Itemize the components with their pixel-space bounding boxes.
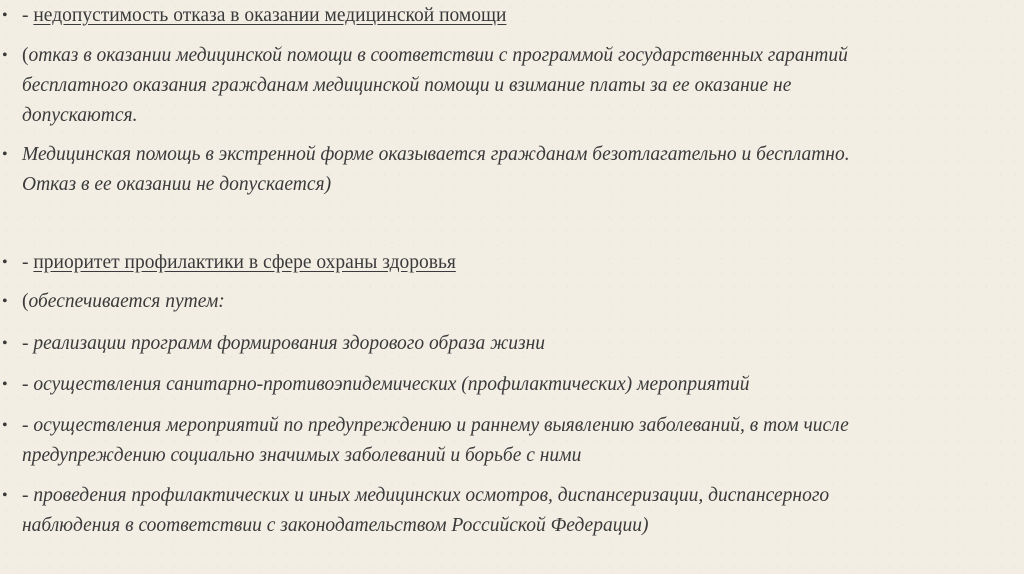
bullet: • [2,487,8,504]
early-detection-text: - осуществления мероприятий по предупреждению и раннему выявлению заболеваний, в том числе предупреждению социально значимых заболеваний и борьбе с ними [22,415,849,466]
bullet: • [2,335,8,352]
heading-prevention: приоритет профилактики в сфере охраны здоровья [33,252,456,273]
bullet: • [2,254,8,271]
bullet: • [2,293,8,310]
medical-examinations-text: - проведения профилактических и иных медицинских осмотров, диспансеризации, диспансерного наблюдения в соответствии с законодательством Российской Федерации) [22,485,830,536]
bullet: • [2,376,8,393]
item-prefix: ( [22,291,29,312]
ensured-by-text: обеспечивается путем: [28,291,225,312]
item-text [22,248,1012,278]
bullet: • [2,47,8,64]
item-text [22,1,1012,31]
heading-nonrefusal: недопустимость отказа в оказании медицинской помощи [33,5,507,26]
item-prefix: - [22,252,34,273]
item-prefix: - [22,5,34,26]
sanitary-measures-text: - осуществления санитарно-противоэпидемических (профилактических) мероприятий [22,374,750,395]
bullet: • [2,7,8,24]
item-prefix: ( [22,45,29,66]
item-text [22,41,1012,131]
emergency-care-text: Медицинская помощь в экстренной форме оказывается гражданам безотлагательно и бесплатно. Отказ в ее оказании не допускается) [22,144,850,195]
healthy-lifestyle-text: - реализации программ формирования здорового образа жизни [22,333,545,354]
bullet: • [2,417,8,434]
refusal-explanation-text: отказ в оказании медицинской помощи в соответствии с программой государственных гарантий бесплатного оказания гражданам медицинской помощи и взимание платы за ее оказание не допускаются. [22,45,848,126]
item-text [22,287,1012,317]
bullet: • [2,146,8,163]
